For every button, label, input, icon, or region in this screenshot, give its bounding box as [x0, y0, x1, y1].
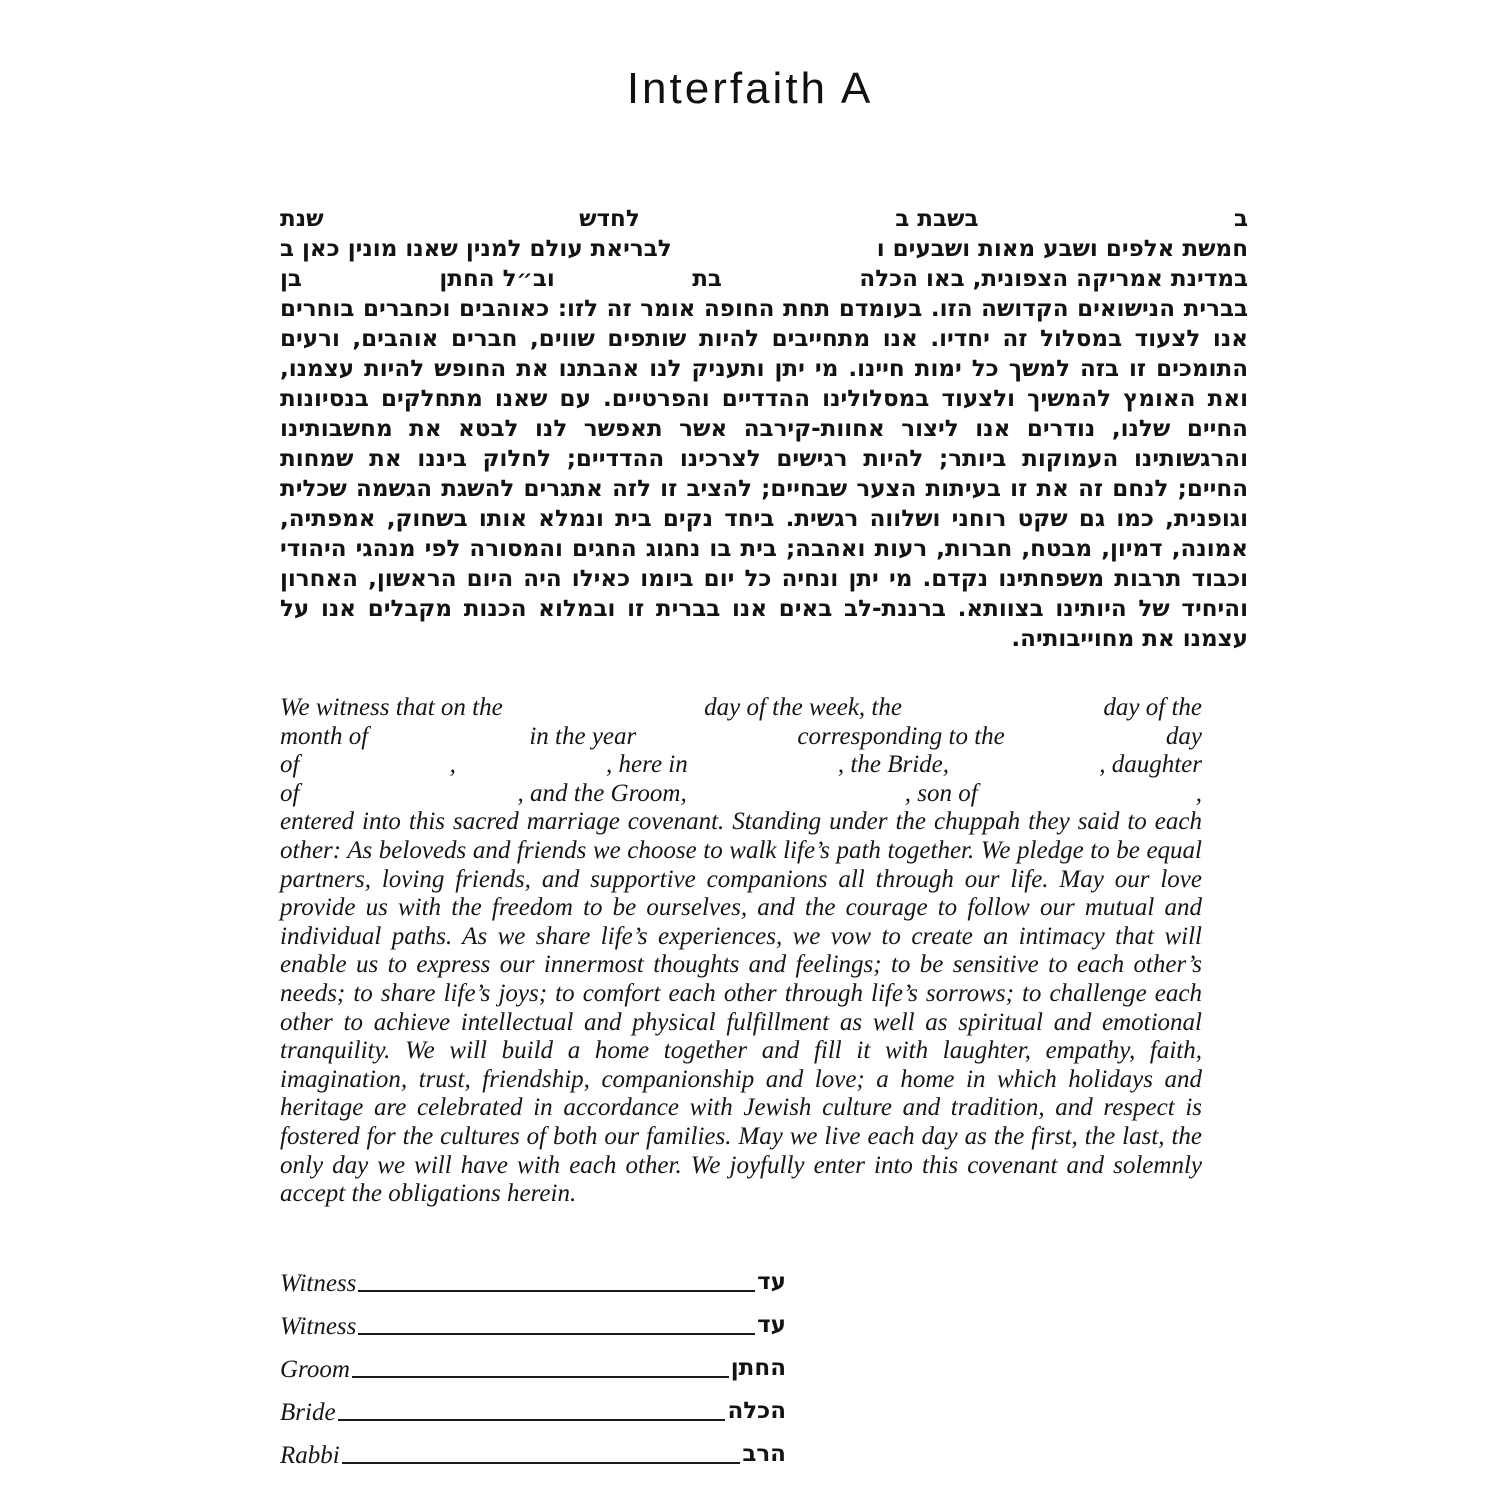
- hebrew-fill-segment: בשבת ב: [895, 206, 979, 232]
- english-fill-line-2: [280, 723, 1202, 752]
- english-fill-segment: day of the week, the: [704, 694, 902, 721]
- english-fill-segment: , daughter: [1099, 751, 1202, 779]
- english-text-section: [280, 694, 1202, 1209]
- hebrew-fill-segment: וב״ל החתן: [439, 266, 555, 292]
- signature-label: Groom: [280, 1355, 350, 1383]
- hebrew-fill-segment: במדינת אמריקה הצפונית, באו הכלה: [859, 266, 1248, 292]
- hebrew-fill-segment: שנת: [280, 206, 324, 232]
- signature-row-rabbi: [280, 1427, 786, 1470]
- page-title: Interfaith A: [626, 64, 874, 113]
- signature-label: Witness: [280, 1269, 357, 1297]
- hebrew-covenant-paragraph: בברית הנישואים הקדושה הזו. בעומדם תחת החופה אומר זה לזו: כאוהבים וכחברים בוחרים אנו לצעוד במסלול זה יחדיו. אנו מתחייבים להיות שותפים שווים, חברים אוהבים, ורעים התומכים זו בזה למשך כל ימות חיינו. מי יתן ותעניק לנו אהבתנו את החופש להיות עצמנו, ואת האומץ להמשיך ולצעוד במסלולינו ההדדיים והפרטיים. עם שאנו מתחלקים בנסיונות החיים שלנו, נודרים אנו ליצור אחוות-קירבה אשר תאפשר לנו לבטא את מחשבותינו והרגשותינו העמוקות ביותר; להיות רגישים לצרכינו ההדדיים; לחלוק ביננו את שמחות החיים; לנחם זה את זו בעיתות הצער שבחיים; להציב זו לזה אתגרים להשגת הגשמה שכלית וגופנית, כמו גם שקט רוחני ושלווה רגשית. ביחד נקים בית ונמלא אותו בשחוק, אמפתיה, אמונה, דמיון, מבטח, חברות, רעות ואהבה; בית בו נחגוג החגים והמסורה לפי מנהגי היהודי וכבוד תרבות משפחתינו נקדם. מי יתן ונחיה כל יום ביומו כאילו היה היום הראשון, האחרון והיחיד של היותינו בצוותא. ברננת-לב באים אנו בברית זו ובמלוא הכנות מקבלים אנו על עצמנו את מחוייבותיה.: [280, 296, 1248, 652]
- english-fill-segment: day: [1165, 722, 1202, 750]
- hebrew-fill-segment: לחדש: [579, 206, 640, 232]
- english-fill-segment: of: [280, 779, 300, 807]
- signature-line: [352, 1376, 729, 1378]
- english-fill-segment: corresponding to the: [797, 722, 1005, 750]
- english-fill-line-4: [280, 780, 1202, 809]
- hebrew-fill-segment: חמשת אלפים ושבע מאות ושבעים ו: [876, 236, 1248, 262]
- hebrew-fill-line-2: [280, 234, 1248, 264]
- signature-hebrew-label: הרב: [742, 1440, 786, 1467]
- signature-line: [358, 1290, 755, 1292]
- signature-hebrew-label: החתן: [730, 1354, 786, 1381]
- english-fill-line-3: [280, 751, 1202, 780]
- english-fill-segment: , son of: [904, 779, 978, 807]
- english-fill-segment: day of the: [1103, 694, 1202, 721]
- signature-hebrew-label: עד: [757, 1268, 786, 1295]
- signature-label: Rabbi: [280, 1441, 340, 1469]
- signature-row-groom: [280, 1341, 786, 1384]
- english-fill-segment: , the Bride,: [837, 751, 950, 779]
- signature-hebrew-label: הכלה: [727, 1397, 786, 1424]
- hebrew-fill-segment: לבריאת עולם למנין שאנו מונין כאן ב: [280, 236, 672, 262]
- hebrew-fill-segment: ב: [1233, 206, 1248, 232]
- english-covenant-paragraph: entered into this sacred marriage covenant. Standing under the chuppah they said to each other: As beloveds and friends we choose to walk life’s path together. We pledge to be equal partners, loving friends, and supportive companions all through our life. May our love provide us with the freedom to be ourselves, and the courage to follow our mutual and individual paths. As we share life’s experiences, we vow to create an intimacy that will enable us to express our innermost thoughts and feelings; to be sensitive to each other’s needs; to share life’s joys; to comfort each other through life’s sorrows; to challenge each other to achieve intellectual and physical fulfillment as well as spiritual and emotional tranquility. We will build a home together and fill it with laughter, empathy, faith, imagination, trust, friendship, companionship and love; a home in which holidays and heritage are celebrated in accordance with Jewish culture and tradition, and respect is fostered for the cultures of both our families. May we live each day as the first, the last, the only day we will have with each other. We joyfully enter into this covenant and solemnly accept the obligations herein.: [280, 808, 1202, 1208]
- signature-row-bride: [280, 1384, 786, 1427]
- signature-label: Bride: [280, 1398, 336, 1426]
- signature-line: [338, 1419, 726, 1421]
- english-fill-segment: ,: [449, 751, 456, 779]
- english-fill-segment: , here in: [606, 751, 688, 779]
- signature-line: [342, 1462, 741, 1464]
- signature-hebrew-label: עד: [757, 1311, 786, 1338]
- hebrew-fill-segment: בת: [692, 266, 722, 292]
- hebrew-fill-segment: בן: [280, 266, 302, 292]
- english-fill-line-1: [280, 694, 1202, 723]
- hebrew-text-section: [280, 204, 1248, 654]
- hebrew-fill-line-3: [280, 264, 1248, 294]
- hebrew-fill-line-1: [280, 204, 1248, 234]
- english-fill-segment: of: [280, 751, 300, 779]
- signature-row-witness-1: [280, 1255, 786, 1298]
- signature-label: Witness: [280, 1312, 357, 1340]
- english-fill-segment: We witness that on the: [280, 694, 503, 721]
- english-fill-segment: in the year: [529, 722, 637, 750]
- english-fill-segment: , and the Groom,: [517, 779, 687, 807]
- english-fill-segment: month of: [280, 722, 369, 750]
- signature-line: [358, 1333, 755, 1335]
- english-fill-segment: ,: [1195, 779, 1202, 807]
- signature-row-witness-2: [280, 1298, 786, 1341]
- signature-section: [280, 1255, 786, 1470]
